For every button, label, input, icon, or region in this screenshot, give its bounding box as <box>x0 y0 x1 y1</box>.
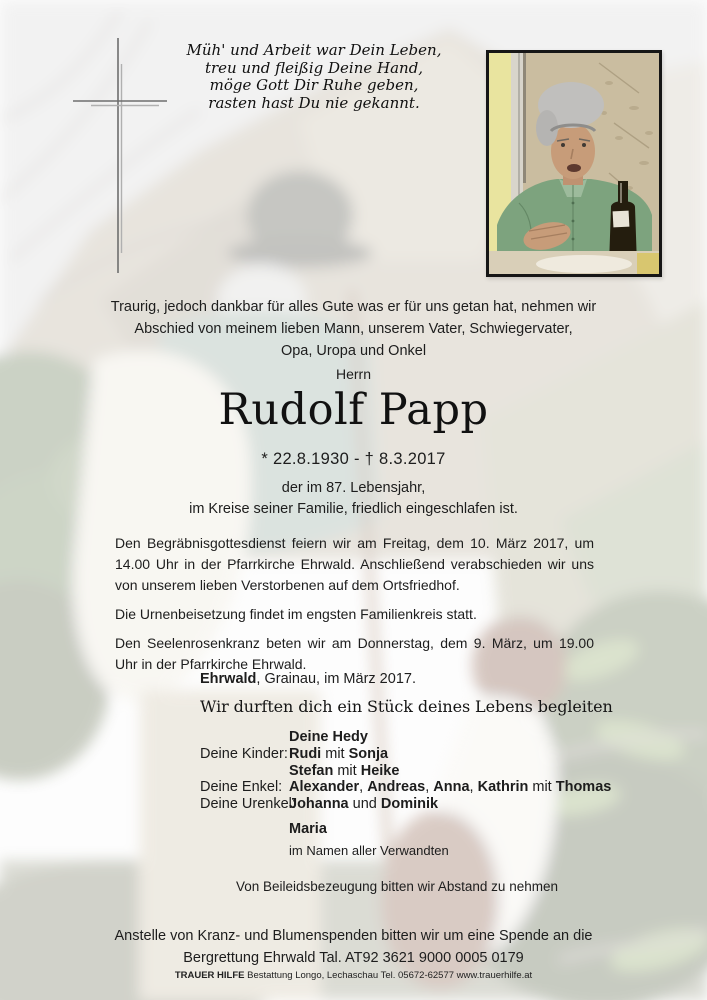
family-names <box>289 843 611 860</box>
text-segment: Kathrin <box>477 779 529 796</box>
text-line: treu und fleißig Deine Hand, <box>204 58 424 77</box>
place-and-date <box>200 671 416 687</box>
funeral-home-footer <box>0 970 707 981</box>
text-segment: Alexander <box>289 779 360 796</box>
text-segment: , <box>359 779 368 796</box>
text-line: Traurig, jedoch dankbar für alles Gute was er für uns getan hat, nehmen wir <box>110 299 597 315</box>
paragraph: Den Seelenrosenkranz beten wir am Donnerstag, dem 9. März, um 19.00 Uhr in der Pfarrkirche Ehrwald. <box>115 635 594 672</box>
family-row <box>200 796 611 813</box>
condolence-note: Von Beileidsbezeugung bitten wir Abstand zu nehmen <box>236 879 558 894</box>
family-names <box>289 796 611 813</box>
family-names <box>289 763 611 780</box>
family-row <box>200 779 611 796</box>
text-line: Opa, Uropa und Onkel <box>280 342 427 359</box>
life-dates: * 22.8.1930 - † 8.3.2017 <box>261 450 446 468</box>
age-statement <box>0 478 707 521</box>
family-names <box>289 821 611 838</box>
portrait-illustration <box>489 53 659 274</box>
family-relation-label <box>200 843 289 860</box>
text-segment: , <box>425 779 434 796</box>
text-segment: , <box>469 779 478 796</box>
family-names <box>289 779 611 796</box>
text-segment: Rudi <box>289 745 322 762</box>
paragraph: Den Begräbnisgottesdienst feiern wir am Freitag, dem 10. März 2017, um 14.00 Uhr in der Pfarrkirche Ehrwald. Anschließend verabschieden wir uns von unserem lieben Verstorbenen auf dem Ortsfriedhof. <box>115 535 594 593</box>
text-segment: Deine Hedy <box>289 729 368 745</box>
deceased-name: Rudolf Papp <box>218 385 489 435</box>
family-relation-label: Deine Enkel: <box>200 779 283 796</box>
salutation: Herrn <box>335 366 371 382</box>
text-line: möge Gott Dir Ruhe geben, <box>209 76 419 95</box>
text-segment: mit <box>333 762 361 779</box>
family-relation-label <box>200 821 289 838</box>
family-row <box>200 821 611 838</box>
text-segment: Anna <box>433 779 470 796</box>
family-relation-label: Deine Urenkel: <box>200 796 296 813</box>
family-list <box>200 729 611 860</box>
text-segment: Sonja <box>348 745 389 762</box>
text-line: Anstelle von Kranz- und Blumenspenden bitten wir um eine Spende an die <box>114 928 593 944</box>
family-names <box>289 729 611 746</box>
family-row <box>200 729 611 746</box>
family-relation-label: Deine Kinder: <box>200 745 288 762</box>
text-line: Abschied von meinem lieben Mann, unserem Vater, Schwiegervater, <box>134 320 573 337</box>
text-segment: im Namen aller Verwandten <box>289 842 449 858</box>
text-segment: und <box>348 796 381 813</box>
family-names <box>289 746 611 763</box>
text-line: Müh' und Arbeit war Dein Leben, <box>186 41 442 59</box>
text-segment: Johanna <box>289 796 349 813</box>
funeral-details <box>115 533 594 675</box>
text-segment: Thomas <box>555 779 612 796</box>
farewell-line: Wir durften dich ein Stück deines Lebens begleiten <box>200 697 613 716</box>
text-segment: Maria <box>289 820 327 837</box>
family-row <box>200 746 611 763</box>
text-line: Bergrettung Ehrwald Tal. AT92 3621 9000 0005 0179 <box>183 949 524 966</box>
family-relation-label <box>200 763 289 780</box>
text-segment: Bestattung Longo, Lechaschau Tel. 05672-62577 www.trauerhilfe.at <box>244 970 533 981</box>
text-line: rasten hast Du nie gekannt. <box>208 93 420 112</box>
text-segment: TRAUER HILFE <box>174 970 245 981</box>
text-segment: Ehrwald <box>200 671 257 687</box>
text-segment: Heike <box>360 762 400 779</box>
announcement-intro <box>0 297 707 362</box>
family-row <box>200 763 611 780</box>
text-segment: mit <box>321 745 349 762</box>
text-line: im Kreise seiner Familie, friedlich eingeschlafen ist. <box>189 501 518 518</box>
text-line: der im 87. Lebensjahr, <box>281 480 426 496</box>
text-segment: mit <box>528 779 556 796</box>
text-segment: Stefan <box>289 762 334 779</box>
text-segment: Dominik <box>380 796 439 813</box>
donation-request <box>0 926 707 969</box>
text-segment: , Grainau, im März 2017. <box>256 671 416 687</box>
family-row <box>200 843 611 860</box>
paragraph: Die Urnenbeisetzung findet im engsten Familienkreis statt. <box>115 606 477 622</box>
deceased-photo <box>486 50 662 277</box>
family-relation-label <box>200 729 289 746</box>
memorial-verse <box>154 42 474 112</box>
text-segment: Andreas <box>367 779 426 796</box>
